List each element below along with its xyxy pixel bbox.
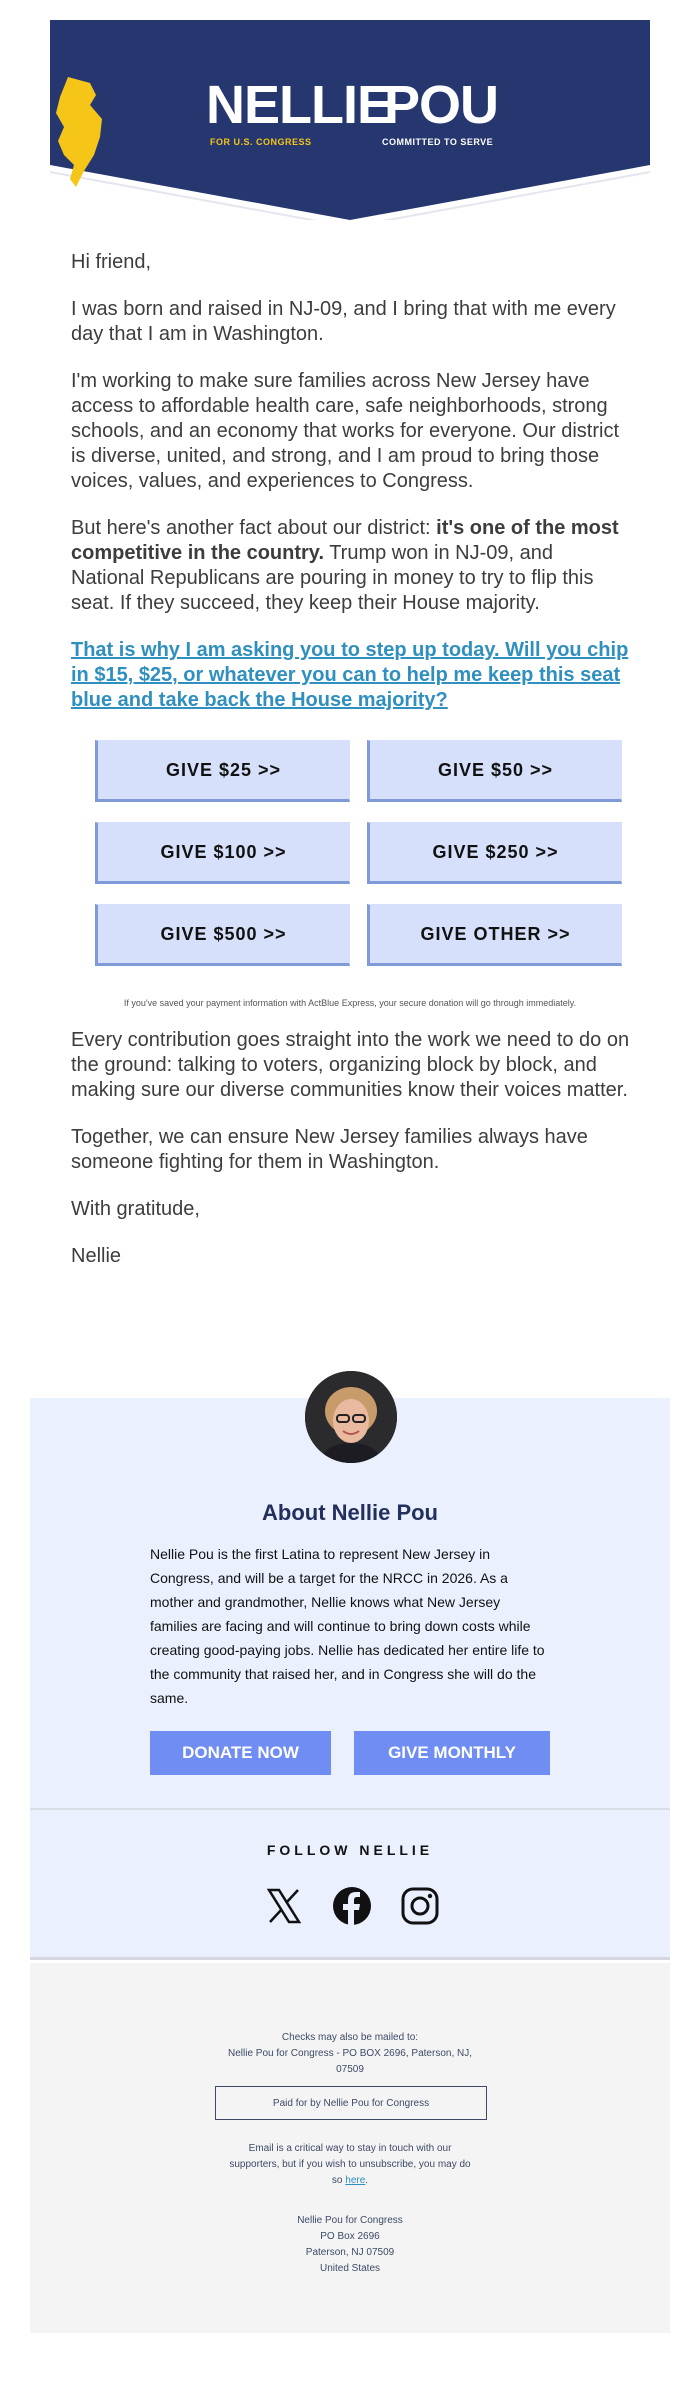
- logo-first-name: NELLIE: [206, 75, 393, 135]
- paragraph-2: I'm working to make sure families across New Jersey have access to affordable health care, safe neighborhoods, strong schools, and an economy that works for everyone. Our district is diverse, united, and strong, and I am proud to bring those voices, values, and experiences to Congress.: [71, 370, 620, 492]
- follow-section: [30, 1808, 670, 1960]
- checks-line-2: Nellie Pou for Congress - PO BOX 2696, Paterson, NJ,: [228, 2048, 472, 2059]
- logo-last-name: POU: [384, 75, 499, 135]
- address-line-3: Paterson, NJ 07509: [305, 2247, 395, 2258]
- email-line-1: Email is a critical way to stay in touch with our: [248, 2143, 452, 2154]
- instagram-icon[interactable]: [400, 1886, 440, 1926]
- give-monthly-button[interactable]: GIVE MONTHLY: [354, 1731, 550, 1775]
- checks-line-1: Checks may also be mailed to:: [281, 2032, 419, 2043]
- signoff: With gratitude,: [71, 1198, 200, 1220]
- actblue-disclaimer: If you've saved your payment information with ActBlue Express, your secure donation will go through immediately.: [123, 998, 577, 1008]
- paragraph-3: [71, 516, 631, 616]
- campaign-logo: [50, 75, 650, 155]
- paragraph-4: Every contribution goes straight into the work we need to do on the ground: talking to voters, organizing block by block, and making sure our diverse communities know their voices matter.: [71, 1029, 630, 1101]
- avatar: [305, 1371, 397, 1463]
- donate-now-button[interactable]: DONATE NOW: [150, 1731, 331, 1775]
- signature: Nellie: [71, 1245, 122, 1267]
- paragraph-3-bold: it's one of the most competitive in the country.: [71, 517, 619, 564]
- about-text: Nellie Pou is the first Latina to represent New Jersey in Congress, and will be a target for the NRCC in 2026. As a mother and grandmother, Nellie knows what New Jersey families are facing and will continue to bring down costs while creating good-paying jobs. Nellie has dedicated her entire life to the community that raised her, and in Congress she will do the same.: [150, 1546, 545, 1706]
- portrait-photo: [305, 1371, 397, 1463]
- x-icon[interactable]: [264, 1886, 304, 1926]
- header-banner: [50, 20, 650, 220]
- paid-for-box: Paid for by Nellie Pou for Congress: [215, 2086, 487, 2120]
- give-other-button[interactable]: GIVE OTHER >>: [367, 904, 622, 966]
- paragraph-1: I was born and raised in NJ-09, and I bring that with me every day that I am in Washington.: [71, 298, 616, 345]
- give-25-button[interactable]: GIVE $25 >>: [95, 740, 350, 802]
- email-line-3-post: .: [365, 2175, 369, 2186]
- address-line-2: PO Box 2696: [320, 2231, 380, 2242]
- email-body-continued: [71, 1028, 631, 1291]
- give-50-button[interactable]: GIVE $50 >>: [367, 740, 622, 802]
- greeting: Hi friend,: [71, 251, 152, 273]
- email-line-3-pre: so: [331, 2175, 346, 2186]
- donate-cta-link[interactable]: That is why I am asking you to step up today. Will you chip in $15, $25, or whatever you can to help me keep this seat blue and take back the House majority?: [71, 639, 629, 711]
- email-body: [71, 250, 631, 739]
- logo-tagline-left: FOR U.S. CONGRESS: [210, 137, 312, 147]
- logo-tagline-right: COMMITTED TO SERVE: [382, 137, 494, 147]
- unsubscribe-link[interactable]: here: [345, 2175, 366, 2186]
- checks-line-3: 07509: [336, 2064, 364, 2075]
- paragraph-5: Together, we can ensure New Jersey families always have someone fighting for them in Washington.: [71, 1126, 588, 1173]
- address-line-4: United States: [319, 2263, 381, 2274]
- facebook-icon[interactable]: [332, 1886, 372, 1926]
- new-jersey-map-icon: [50, 75, 110, 195]
- give-100-button[interactable]: GIVE $100 >>: [95, 822, 350, 884]
- follow-title: FOLLOW NELLIE: [266, 1842, 434, 1858]
- footer: [30, 1963, 670, 2333]
- email-line-3: [30, 2173, 670, 2189]
- email-line-2: supporters, but if you wish to unsubscribe, you may do: [229, 2159, 471, 2170]
- give-250-button[interactable]: GIVE $250 >>: [367, 822, 622, 884]
- paragraph-3-start: But here's another fact about our district:: [71, 517, 437, 539]
- paragraph-3-end: Trump won in NJ-09, and National Republicans are pouring in money to try to flip this seat. If they succeed, they keep their House majority.: [71, 542, 594, 614]
- give-500-button[interactable]: GIVE $500 >>: [95, 904, 350, 966]
- address-line-1: Nellie Pou for Congress: [297, 2215, 403, 2226]
- about-title: About Nellie Pou: [262, 1500, 438, 1525]
